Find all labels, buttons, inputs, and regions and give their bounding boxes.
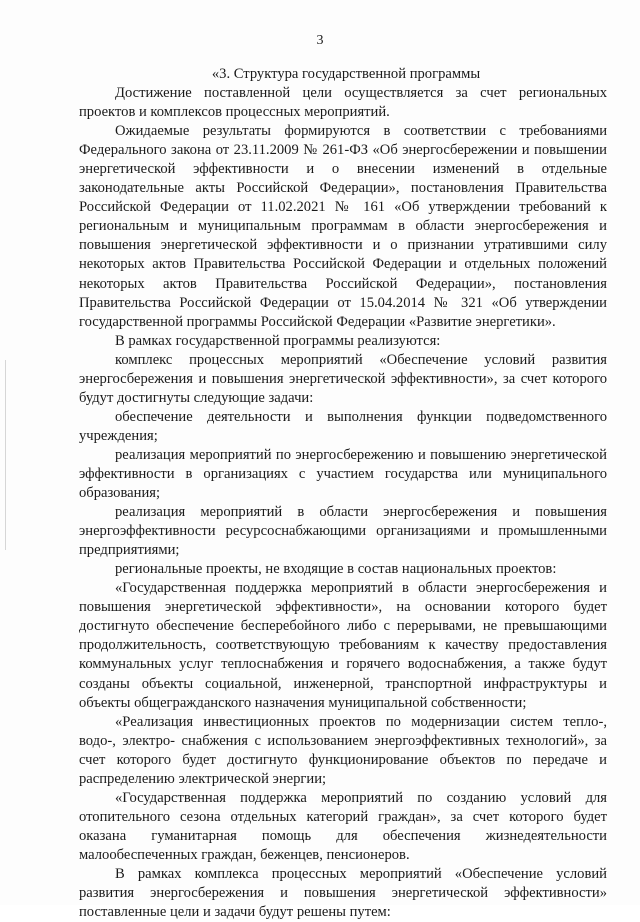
scan-edge-mark xyxy=(5,360,6,550)
paragraph: комплекс процессных мероприятий «Обеспечение условий развития энергосбережения и повышения энергетической эффективности», за счет которого будут достигнуты следующие задачи: xyxy=(79,351,607,406)
paragraph: «Государственная поддержка мероприятий по созданию условий для отопительного сезона отдельных категорий граждан», за счет которого будет оказана гуманитарная помощь для обеспечения жизнедеятельности малообеспеченных граждан, беженцев, пенсионеров. xyxy=(79,789,607,863)
section-heading: «3. Структура государственной программы xyxy=(211,66,481,82)
paragraph: обеспечение деятельности и выполнения функции подведомственного учреждения; xyxy=(79,408,607,444)
paragraph: «Реализация инвестиционных проектов по модернизации систем тепло-, водо-, электро- снабжения с использованием энергоэффективных технологий», за счет которого будет достигнуто функционирование объектов по передаче и распределению электрической энергии; xyxy=(79,713,607,787)
paragraph: «Государственная поддержка мероприятий в области энергосбережения и повышения энергетической эффективности», на основании которого будет достигнуто обеспечение бесперебойного либо с перерывами, не превышающими продолжительность, соответствующую требованиям к качеству предоставления коммунальных услуг теплоснабжения и горячего водоснабжения, а также будут созданы объекты социальной, инженерной, транспортной инфраструктуры и объекты общегражданского назначения муниципальной собственности; xyxy=(79,580,607,711)
page-number: 3 xyxy=(316,33,324,48)
paragraph: реализация мероприятий по энергосбережению и повышению энергетической эффективности в организациях с участием государства или муниципального образования; xyxy=(79,446,607,502)
paragraph: В рамках комплекса процессных мероприятий «Обеспечение условий развития энергосбережения и повышения энергетической эффективности» поставленные цели и задачи будут решены путем: xyxy=(79,865,607,921)
paragraph: В рамках государственной программы реализуются: xyxy=(115,332,441,349)
paragraph: региональные проекты, не входящие в состав национальных проектов: xyxy=(115,561,557,578)
document-body xyxy=(79,65,607,922)
paragraph: Достижение поставленной цели осуществляется за счет региональных проектов и комплексов процессных мероприятий. xyxy=(79,85,607,121)
paragraph: Ожидаемые результаты формируются в соответствии с требованиями Федерального закона от 23.11.2009 № 261-ФЗ «Об энергосбережении и повышении энергетической эффективности и о внесении изменений в отдельные законодательные акты Российской Федерации», постановления Правительства Российской Федерации от 11.02.2021 № 161 «Об утверждении требований к региональным и муниципальным программам в области энергосбережения и повышения энергетической эффективности и о признании утратившими силу некоторых актов Правительства Российской Федерации и отдельных положений некоторых актов Правительства Российской Федерации», постановления Правительства Российской Федерации от 15.04.2014 № 321 «Об утверждении государственной программы Российской Федерации «Развитие энергетики». xyxy=(79,123,607,330)
paragraph: реализация мероприятий в области энергосбережения и повышения энергоэффективности ресурсоснабжающими организациями и промышленными предприятиями; xyxy=(79,504,607,559)
